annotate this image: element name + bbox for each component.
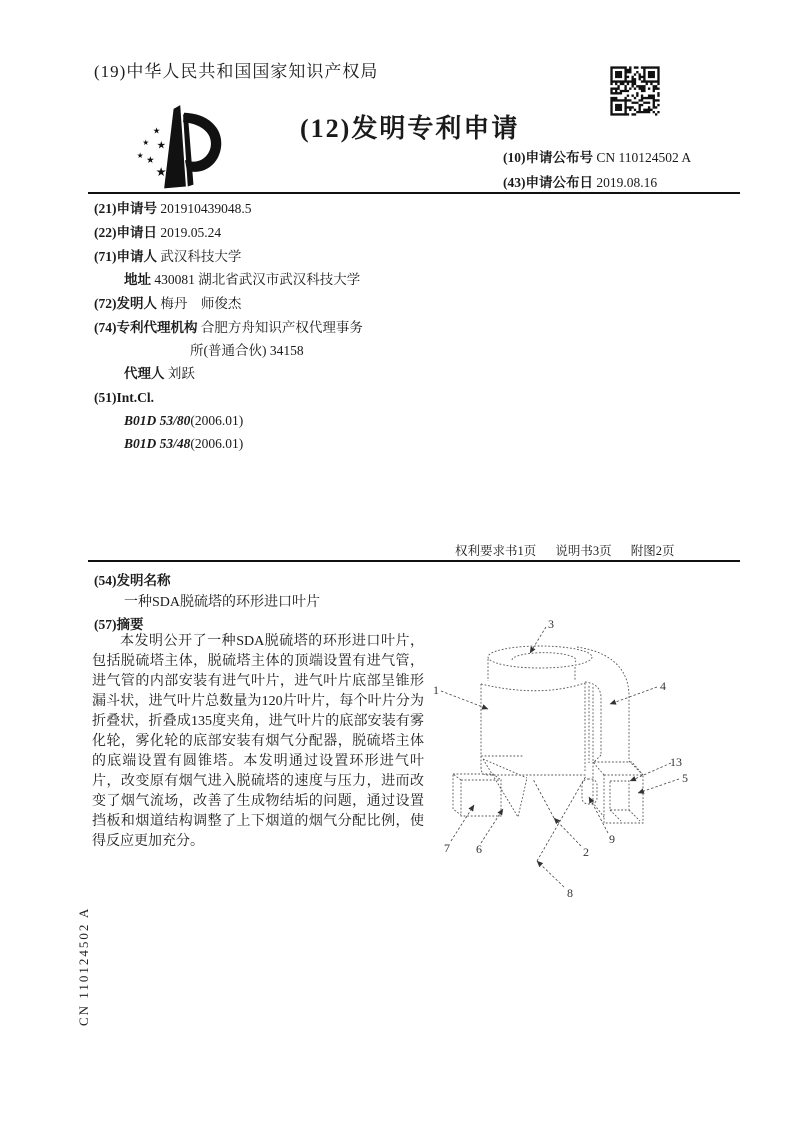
agent-row bbox=[94, 365, 454, 382]
application-number-value: 201910439048.5 bbox=[160, 201, 252, 216]
qr-code-graphic bbox=[608, 64, 662, 118]
logo-star: ★ bbox=[152, 126, 161, 137]
left-damper-box-shape bbox=[453, 774, 501, 816]
agency-value-line1: 合肥方舟知识产权代理事务 bbox=[200, 320, 363, 335]
figure-label-5: 5 bbox=[682, 771, 688, 785]
logo-star: ★ bbox=[155, 165, 167, 180]
cone-tower-shape bbox=[483, 759, 527, 817]
logo-star: ★ bbox=[156, 139, 166, 152]
qr-code bbox=[608, 64, 662, 118]
publication-number-value: CN 110124502 A bbox=[596, 150, 692, 165]
application-date-label: (22)申请日 bbox=[94, 225, 157, 240]
patent-figure bbox=[425, 603, 745, 913]
figure-label-7: 7 bbox=[444, 841, 450, 855]
intcl-row bbox=[94, 389, 454, 406]
intcl-entry bbox=[94, 435, 454, 452]
invention-title-section-label: (54)发明名称 bbox=[94, 573, 171, 588]
description-pages: 说明书3页 bbox=[555, 544, 612, 558]
inventors-value: 梅丹 师俊杰 bbox=[160, 296, 242, 311]
figure-label-9: 9 bbox=[609, 832, 615, 846]
publication-date-label: (43)申请公布日 bbox=[503, 175, 593, 190]
address-row bbox=[94, 271, 454, 288]
figure-label-6: 6 bbox=[476, 842, 482, 856]
cnipa-logo bbox=[132, 100, 236, 202]
document-pages-info bbox=[455, 541, 675, 559]
agency-row bbox=[94, 319, 454, 336]
logo-tower bbox=[164, 105, 186, 188]
outlet-flange-shape bbox=[582, 762, 643, 823]
bibliographic-data bbox=[94, 200, 454, 458]
publication-date-line bbox=[503, 171, 657, 191]
header-divider bbox=[88, 192, 740, 194]
agent-label: 代理人 bbox=[124, 366, 165, 381]
figure-reference-numbers bbox=[433, 617, 688, 900]
publication-date-value: 2019.08.16 bbox=[596, 175, 658, 190]
intcl-code: B01D 53/48 bbox=[124, 436, 191, 451]
figures-pages: 附图2页 bbox=[630, 544, 675, 558]
section-divider bbox=[88, 560, 740, 562]
publication-number-label: (10)申请公布号 bbox=[503, 150, 593, 165]
figure-label-1: 1 bbox=[433, 683, 439, 697]
figure-label-2: 2 bbox=[583, 845, 589, 859]
patent-office-name: (19)中华人民共和国国家知识产权局 bbox=[94, 62, 379, 81]
tower-drawing bbox=[453, 646, 643, 823]
intcl-version: (2006.01) bbox=[190, 413, 244, 428]
intcl-code: B01D 53/80 bbox=[124, 413, 191, 428]
agency-value-line2: 所(普通合伙) 34158 bbox=[190, 343, 304, 358]
abstract-text: 本发明公开了一种SDA脱硫塔的环形进口叶片，包括脱硫塔主体，脱硫塔主体的顶端设置有进气管，进气管的内部安装有进气叶片，进气叶片底部呈锥形漏斗状，进气叶片总数量为120片叶片，每个叶片分为折叠状，折叠成135度夹角，进气叶片的底部安装有雾化轮，雾化轮的底部安装有烟气分配器，脱硫塔主体的底端设置有圆锥塔。本发明通过设置环形进气叶片，改变原有烟气进入脱硫塔的速度与压力，进而改变了烟气流场，改善了生成物结垢的问题，通过设置挡板和烟道结构调整了上下烟道的烟气分配比例，使得反应更加充分。 bbox=[92, 634, 424, 849]
figure-label-3: 3 bbox=[548, 617, 554, 631]
claims-pages: 权利要求书1页 bbox=[455, 544, 537, 558]
application-number-row bbox=[94, 200, 454, 217]
agency-label: (74)专利代理机构 bbox=[94, 320, 198, 335]
vertical-publication-number: CN 110124502 A bbox=[76, 906, 91, 1026]
abstract-section-label: (57)摘要 bbox=[94, 617, 144, 632]
figure-label-8: 8 bbox=[567, 886, 573, 900]
logo-star: ★ bbox=[142, 137, 150, 147]
intcl-version: (2006.01) bbox=[190, 436, 244, 451]
inlet-pipe-shape bbox=[488, 646, 592, 681]
document-type-title: (12)发明专利申请 bbox=[300, 114, 520, 143]
logo-star: ★ bbox=[146, 154, 155, 166]
agent-value: 刘跃 bbox=[167, 366, 195, 381]
figure-label-13: 13 bbox=[670, 755, 682, 769]
applicant-label: (71)申请人 bbox=[94, 249, 157, 264]
agency-row-2 bbox=[94, 342, 454, 359]
application-date-value: 2019.05.24 bbox=[160, 225, 222, 240]
inventors-row bbox=[94, 295, 454, 312]
address-value: 430081 湖北省武汉市武汉科技大学 bbox=[154, 272, 361, 287]
inventors-label: (72)发明人 bbox=[94, 296, 157, 311]
invention-title: 一种SDA脱硫塔的环形进口叶片 bbox=[124, 595, 321, 610]
logo-star: ★ bbox=[136, 151, 144, 161]
tower-body-shape bbox=[481, 683, 593, 775]
application-number-label: (21)申请号 bbox=[94, 201, 157, 216]
application-date-row bbox=[94, 224, 454, 241]
applicant-value: 武汉科技大学 bbox=[160, 249, 242, 264]
figure-label-4: 4 bbox=[660, 679, 666, 693]
applicant-row bbox=[94, 248, 454, 265]
elbow-duct-shape bbox=[577, 647, 643, 775]
intcl-label: (51)Int.Cl. bbox=[94, 390, 154, 405]
intcl-entry bbox=[94, 412, 454, 429]
address-label: 地址 bbox=[124, 272, 151, 287]
publication-number-line bbox=[503, 146, 691, 166]
